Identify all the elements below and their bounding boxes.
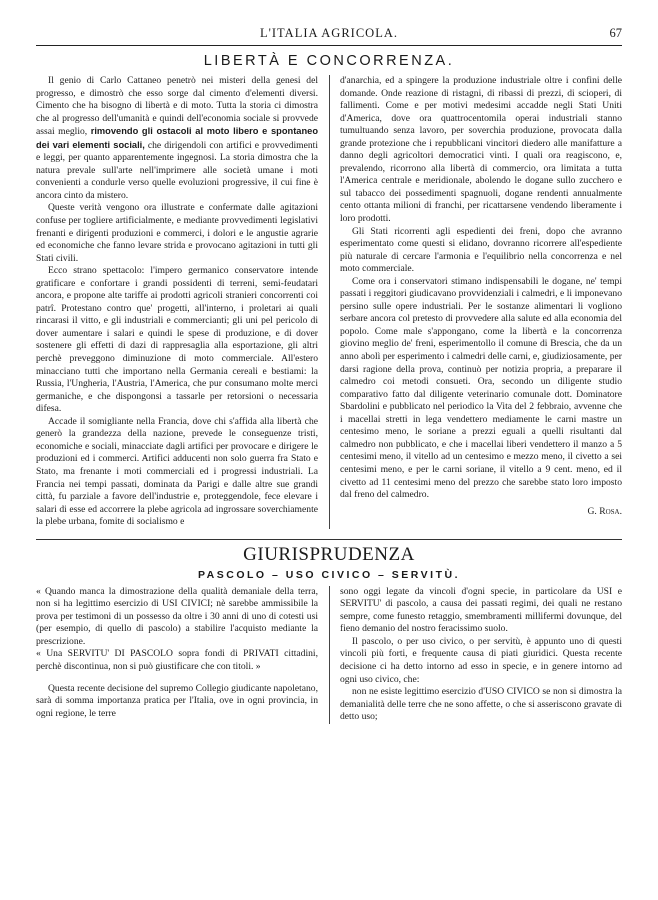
section-title: GIURISPRUDENZA: [36, 539, 622, 566]
header-rule: [36, 45, 622, 46]
column-separator: [329, 586, 330, 724]
article2-right-column: [340, 586, 622, 724]
signature: G. Rosa.: [587, 505, 622, 517]
section-subtitle: PASCOLO – USO CIVICO – SERVITÙ.: [197, 568, 461, 581]
paragraph: Gli Stati ricorrenti agli espedienti dei freni, dopo che avranno esperimentato come questi si elidano, dovranno ricorrere all'espediente più naturale di cercare l'armonia e l'equilibrio nella concorrenza e nel moto commerciale.: [340, 225, 622, 275]
paragraph: Come ora i conservatori stimano indispensabili le dogane, ne' tempi passati i reggitori giudicavano provvidenziali i calmedri, e li imponevano persino sulle opere industriali. Per le sostanze alimentari li vogliono serbare ancora col pretesto di provvedere alla salute ed alla economia del popolo. Come male s'appongano, come la libertà e la concorrenza giovino meglio de' freni, esperimentollo il comune di Brescia, che da un anno abolì per esperimento i calmedri delle carni, e, giudiziosamente, per darsi ragione della prova, continuò per notizia propria, a preparare il calmedro coi metodi consueti. Ora, secondo un diligente studio comparativo fatto dal diligente veterinario comunale dott. Dominatore Sbardolini e pubblicato nel periodico la Vita del 2 febbraio, avvenne che i macellai stretti in lega vendettero mediamente le carni mastre un centesimo meno, le soriane a prezzi eguali a quelli risultanti dal calmedro non pubblicato, e che i macellai liberi vendettero il manzo a 5 centesimi meno, il vitello ad un centesimo e mezzo meno, il civetto a sei centesimi meno, e per le carni soriane, il vitello a 9 cent. meno, ed il civetto ad 11 centesimi meno del prezzo che sarebbe stato loro imposto dal freno del calmedro.: [340, 275, 622, 501]
paragraph: Il pascolo, o per uso civico, o per servitù, è appunto uno di questi vincoli più forti, e frequente causa di piati giuridici. Questa recente decisione ci ha detto intorno ad esso in specie, e in genere intorno ad ogni uso civico, che:: [340, 635, 622, 685]
column-separator: [329, 75, 330, 529]
article-title: LIBERTÀ E CONCORRENZA.: [203, 53, 455, 69]
paragraph: Queste verità vengono ora illustrate e confermate dalle agitazioni confuse per togliere artificialmente, e mediante provvedimenti legislativi frenanti e dirigenti produzioni e commerci, i dolori e le angustie agrarie ed economiche che fanno levare strida e provocano agitazioni in tutti gli Stati civili.: [36, 202, 318, 264]
article1-right-column: [340, 75, 622, 529]
running-title: L'ITALIA AGRICOLA.: [260, 26, 398, 40]
article1-left-column: [36, 75, 318, 529]
article2-left-column: [36, 586, 318, 724]
article1-columns: [36, 75, 622, 529]
paragraph: d'anarchia, ed a spingere la produzione industriale oltre i confini delle domande. Onde reazione di ristagni, di ribassi di prezzi, di scioperi, di fallimenti. Come e per motivi medesimi accadde negli Stati Uniti d'America, dove ora quattrocentomila operai industriali stanno tumultuando senza lavoro, per soverchia produzione, provocata dalla grande protezione che i repubblicani vincitori diedero alle manifatture a danno degli agricoltori democratici vinti. I quali ora reagiscono, e, prevalendo, ricorrono alla libertà di commercio, ora limitata a tutta l'America centrale e meridionale, abolendo le dogane sullo zucchero e sul tabacco dei possedimenti spagnuoli, dogane rendenti annualmente cento ottanta milioni di franchi, per ricattarsene vendendo liberamente i loro prodotti.: [340, 75, 622, 225]
page-number: 67: [609, 26, 622, 40]
bold-phrase: rimovendo gli ostacoli al moto libero e spontaneo dei vari elementi sociali,: [36, 126, 318, 150]
paragraph: sono oggi legate da vincoli d'ogni specie, in particolare da USI e SERVITU' di pascolo, a causa dei passati regimi, dei quali ne restano sempre, come funesto retaggio, smembramenti millifermi dovunque, del fieno demanio del nostro feracissimo suolo.: [340, 585, 622, 635]
page: [36, 26, 622, 886]
paragraph: non ne esiste legittimo esercizio d'USO CIVICO se non si dimostra la demanialità delle terre che ne sono affette, o che si asseriscono gravate di detto uso;: [340, 686, 622, 723]
paragraph: Ecco strano spettacolo: l'impero germanico conservatore intende gratificare e confortare i grandi possidenti di terreni, semi-feudatari ancora, e propone alte tariffe ai prodotti agricoli stranieri concorrenti coi patrî. Protestano contro que' progetti, all'interno, i proletari ai quali rincarasi il vitto, e gli industriali e commercianti; gli uni pel pericolo di dover aumentare i salari e quindi le spese di produzione, e di dover sostenere gli effetti di dazi di rappresaglia alla esportazione, gli altri perchè preveggono diminuzione di moto commerciale. All'estero minacciano tutti che importano nella Germania cereali e bestiami: la Russia, l'Ungheria, l'Austria, l'America, che pur consumano molte merci germaniche, e che dispongonsi a tassarle per retorsioni o necessaria difesa.: [36, 265, 318, 415]
running-head: [36, 26, 622, 42]
quote-paragraph: « Quando manca la dimostrazione della qualità demaniale della terra, non si ha legittimo esercizio di USI CIVICI; nè sarebbe ammissibile la prova per testimoni di un possesso da oltre i 30 anni di uno di cotesti usi (per esempio, di quello di pascolo) a stabilire l'acquisto mediante la prescrizione.: [36, 585, 318, 647]
quote-paragraph: « Una SERVITU' DI PASCOLO sopra fondi di PRIVATI cittadini, perchè discontinua, non si può giustificare che con titoli. »: [36, 648, 318, 672]
paragraph: Il genio di Carlo Cattaneo penetrò nei misteri della genesi del progresso, e dimostrò che esso sorge dal cimento d'elementi diversi. Cimento che ha bisogno di libertà e di moto. Tutta la storia ci dimostra che al progresso dell'umanità e quindi dell'economia sociale si provvede assai meglio, rimovendo gli ostacoli al moto libero e spontaneo dei vari elementi sociali, che dirigendoli con artifici e provvedimenti e leggi, per quanto apparentemente ingegnosi. La storia dimostra che la natura prevale sull'arte nell'imprimere alle società umane i moti convenienti a condurle verso quelle evoluzioni progressive, il cui fine è ancora cinto da mistero.: [36, 75, 319, 201]
paragraph: Accade il somigliante nella Francia, dove chi s'affida alla libertà che generò la grandezza della nazione, prevede le conseguenze tristi, economiche e sociali, minacciate dagli artifici per provocare e dirigere le produzioni ed i commerci. Artifici adducenti non solo guerra fra Stato e Stato, ma frenante i moti commerciali ed i progressi industriali. La Francia nei tempi passati, dominata da Parigi e dalle altre sue grandi città, fu parziale a favore dell'industrie e, proteggendole, fece elevare i salari di esse ed accorrere la plebe agricola ad ingrossare soverchiamente la plebe urbana, fomite di socialismo e: [36, 415, 318, 528]
article2-columns: [36, 586, 622, 724]
paragraph: Questa recente decisione del supremo Collegio giudicante napoletano, sarà di somma importanza pratica per l'Italia, ove in ogni provincia, in ogni regione, le terre: [36, 682, 318, 719]
